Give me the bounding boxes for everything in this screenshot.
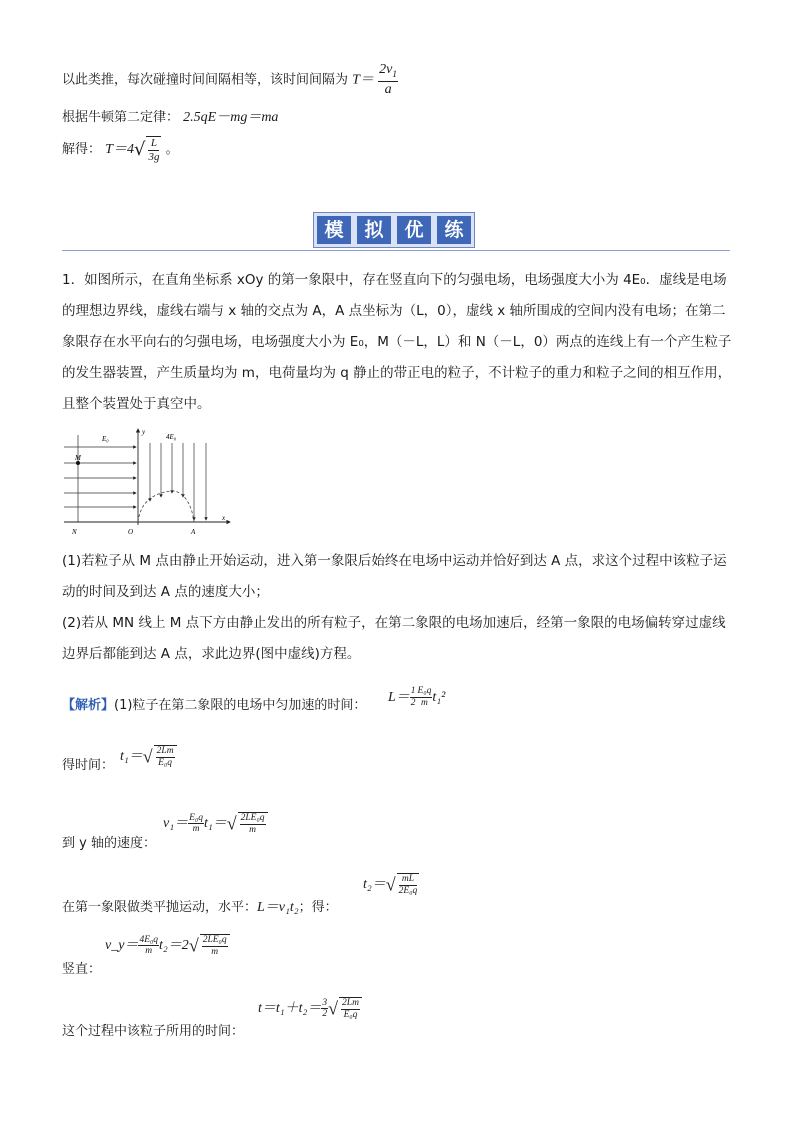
4e0q-num: 4E₀q bbox=[139, 934, 159, 945]
m-den: m bbox=[211, 946, 219, 957]
label-n: N bbox=[72, 528, 77, 536]
line-result-text: 解得： bbox=[62, 142, 102, 158]
line-result bbox=[62, 136, 179, 163]
question-1: (1)若粒子从 M 点由静止开始运动，进入第一象限后始终在电场中运动并恰好到达 A 点，求这个过程中该粒子运动的时间及到达 A 点的速度大小； bbox=[62, 553, 727, 600]
problem-statement: 1．如图所示，在直角坐标系 xOy 的第一象限中，存在竖直向下的匀强电场，电场强度大小为 4E₀．虚线是电场的理想边界线，虚线右端与 x 轴的交点为 A，A 点坐标为（L，0），虚线 x 轴所围成的空间内没有电场；在第二象限存在水平向右的匀强电场，电场强度大小为 E₀，M（－L，L）和 N（－L，0）两点的连线上有一个产生粒子的发生器装置，产生质量均为 m，电荷量均为 q 静止的带正电的粒子，不计粒子的重力和粒子之间的相互作用，且整个装置处于真空中。 bbox=[62, 272, 732, 412]
banner-char-3: 优 bbox=[397, 216, 431, 244]
r2le0q-num: 2LE₀q bbox=[202, 935, 227, 945]
half-den: 2 bbox=[410, 698, 416, 709]
line-result-eq: T＝4 bbox=[105, 142, 134, 158]
step-4 bbox=[62, 896, 338, 916]
dashed-boundary bbox=[138, 491, 194, 522]
m-den: m bbox=[421, 698, 428, 709]
eq-t1-lhs: t₁＝ bbox=[120, 749, 143, 765]
eq-v1: v₁＝ $\frac{\text{E₀q}}{m}$ t₁＝√ $\frac{\text{2LE₀q}}{m}$ bbox=[163, 812, 268, 836]
line-newton bbox=[62, 106, 278, 126]
eq-vy-lhs: v_y＝ bbox=[105, 938, 139, 954]
label-a: A bbox=[191, 528, 196, 536]
step-4-mid: ；得： bbox=[298, 900, 338, 915]
line-interval bbox=[62, 62, 398, 98]
radical-sign: √ bbox=[328, 998, 339, 1019]
step-6-text: 这个过程中该粒子所用的时间： bbox=[62, 1024, 245, 1039]
m-den: m bbox=[192, 824, 200, 835]
label-y: y bbox=[142, 428, 146, 436]
step-1-text: (1)粒子在第二象限的电场中匀加速的时间： bbox=[114, 698, 367, 713]
r2le0q-num: 2LE₀q bbox=[240, 813, 265, 823]
banner-rule bbox=[62, 250, 730, 251]
section-banner bbox=[313, 212, 475, 248]
line-interval-text: 以此类推，每次碰撞时间间隔相等，该时间间隔为 bbox=[62, 72, 353, 88]
t1-squared: t₁² bbox=[432, 690, 446, 705]
e0q-num: E₀q bbox=[189, 812, 203, 823]
e0q-num: E₀q bbox=[417, 686, 432, 697]
t2: t₂ bbox=[159, 938, 168, 954]
rad-den: 3g bbox=[148, 150, 160, 163]
step-2-text: 得时间： bbox=[62, 758, 115, 773]
e0q-den: E₀q bbox=[158, 757, 173, 768]
label-x: x bbox=[222, 514, 226, 522]
field-diagram bbox=[60, 425, 240, 540]
m-den: m bbox=[249, 824, 256, 835]
radical-sign: √ bbox=[133, 139, 146, 161]
frac-num: 2v bbox=[379, 62, 393, 77]
eq-t2 bbox=[363, 873, 419, 897]
m-den: m bbox=[145, 946, 153, 957]
t1: t₁ bbox=[203, 816, 213, 832]
solution-step-1 bbox=[62, 694, 366, 713]
frac-den: a bbox=[384, 81, 392, 97]
eq-total-time bbox=[258, 997, 362, 1021]
half-num: 1 bbox=[410, 686, 416, 697]
eq-t2-lhs: t₂＝ bbox=[363, 877, 386, 893]
step-4-text: 在第一象限做类平抛运动，水平： bbox=[62, 900, 258, 915]
radical-sign: √ bbox=[142, 746, 153, 767]
banner-char-1: 模 bbox=[317, 216, 351, 244]
label-m: M bbox=[75, 454, 81, 462]
r2lm-num: 2Lm bbox=[342, 998, 359, 1008]
eq-vy bbox=[105, 934, 230, 958]
eq-t1 bbox=[120, 745, 177, 769]
label-e0: E₀ bbox=[102, 435, 109, 443]
radical-sign: √ bbox=[226, 813, 237, 834]
eq-l-v1t2: L＝v₁t₂ bbox=[257, 900, 299, 915]
rml-num: mL bbox=[399, 874, 418, 886]
line-interval-eq: T＝ bbox=[352, 72, 374, 88]
analysis-tag: 【解析】 bbox=[62, 698, 115, 713]
banner-char-2: 拟 bbox=[357, 216, 391, 244]
eq-l bbox=[388, 686, 445, 709]
line-newton-text: 根据牛顿第二定律： bbox=[62, 110, 180, 125]
fraction-2v1-a bbox=[378, 62, 398, 98]
line-newton-eq: 2.5qE－mg＝ma bbox=[183, 110, 279, 125]
eq-l-lhs: L＝ bbox=[388, 690, 410, 705]
radical-body bbox=[146, 136, 161, 163]
step-5-text: 竖直： bbox=[62, 962, 102, 977]
radical-sign: √ bbox=[188, 935, 199, 956]
line-result-end: 。 bbox=[165, 142, 179, 158]
equals-2: ＝2 bbox=[167, 938, 189, 954]
label-4e0: 4E₀ bbox=[166, 433, 177, 441]
frac-sub: 1 bbox=[392, 69, 398, 80]
step-3-text: 到 y 轴的速度： bbox=[62, 836, 156, 851]
radical-sign: √ bbox=[385, 874, 396, 895]
eq-v1-lhs: v₁＝ bbox=[163, 816, 189, 832]
r2lm-num: 2Lm bbox=[156, 746, 174, 756]
two-den: 2 bbox=[322, 1009, 328, 1020]
e0q-den: E₀q bbox=[343, 1009, 358, 1020]
rad-num: L bbox=[148, 137, 159, 151]
eq-total-lhs: t＝t₁＋t₂＝ bbox=[258, 1001, 322, 1017]
question-2: (2)若从 MN 线上 M 点下方由静止发出的所有粒子，在第二象限的电场加速后，经第一象限的电场偏转穿过虚线边界后都能到达 A 点，求此边界(图中虚线)方程。 bbox=[62, 615, 726, 662]
banner-char-4: 练 bbox=[437, 216, 471, 244]
three-num: 3 bbox=[322, 997, 328, 1008]
r2e0q-den: 2E₀q bbox=[398, 885, 418, 896]
label-o: O bbox=[128, 528, 134, 536]
